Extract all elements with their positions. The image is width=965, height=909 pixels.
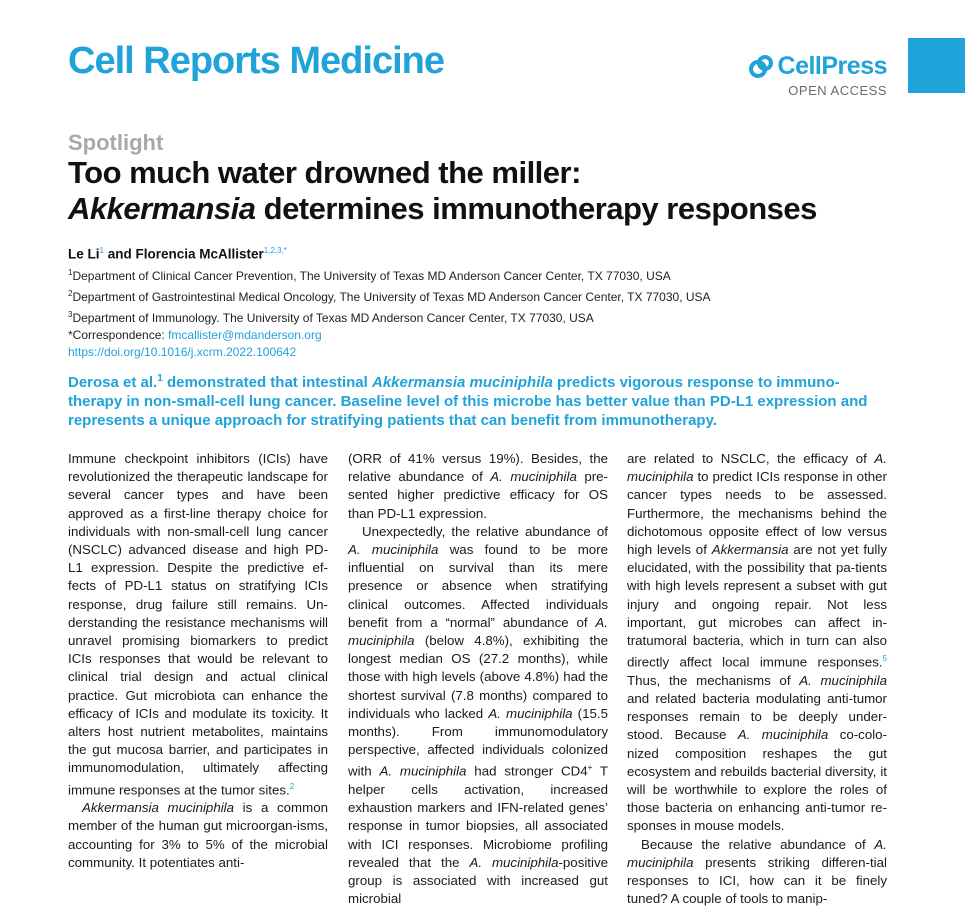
open-access-label: OPEN ACCESS <box>788 83 887 98</box>
title-italic: Akkermansia <box>68 191 256 226</box>
correspondence: *Correspondence: fmcallister@mdanderson.org <box>68 328 322 342</box>
affiliation-1: $^1$Department of Clinical Cancer Prevention, The University of Texas MD Anderson Cancer Center, TX 77030, USA <box>68 268 671 283</box>
author-1: Le Li <box>68 246 100 262</box>
paragraph: are related to NSCLC, the efficacy of A. muciniphila to predict ICIs response in other cancer types needs to be assessed. Furthermore, the mechanisms behind the dichotomous opposite effect of low versus high levels of Akkermansia are not yet fully elucidated, with the possibility that pa-tients with high levels represent a subset with gut injury and ongoing repair. Not less important, gut microbes can affect in-tratumoral bacteria, which in turn can also directly affect local immune responses.$^5$ Thus, the mechanisms of A. muciniphila and related bacteria modulating anti-tumor responses remain to be deeply under-stood. Because A. muciniphila co-colo-nized composition reshapes the gut ecosystem and rebuilds bacterial diversity, it will be worthwhile to explore the roles of those bacteria on enhancing anti-tumor re-sponses in mouse models. <box>627 451 887 834</box>
title-line-2 <box>68 191 928 227</box>
author-2-affil[interactable]: 1,2,3,* <box>263 246 287 255</box>
body-column-3 <box>627 450 887 909</box>
affiliation-3: $^3$Department of Immunology. The University of Texas MD Anderson Cancer Center, TX 77030, USA <box>68 310 594 325</box>
citation-ref[interactable]: 5 <box>882 654 887 664</box>
section-label: Spotlight <box>68 130 164 155</box>
corner-tab <box>908 38 965 93</box>
paragraph: Immune checkpoint inhibitors (ICIs) have revolutionized the therapeutic landscape for several cancer types and have been approved as a first-line therapy choice for individuals with non-small-cell lung cancer (NSCLC) advanced disease and high PD-L1 expression. Despite the predictive ef-fects of PD-L1 status on stratifying ICIs response, drug failure still remains. Un-derstanding the resistance mechanisms will unravel promising biomarkers to predict ICIs responses that would be relevant to clinical trial design and actual clinical practice. Gut microbiota can enhance the efficacy of ICIs and modulate its toxicity. It alters host nutrient metabolites, maintains the gut mucosa barrier, and participates in immunomodulation, ultimately affecting immune responses at the tumor sites.$^2$ <box>68 451 328 798</box>
doi-link[interactable]: https://doi.org/10.1016/j.xcrm.2022.100642 <box>68 345 297 359</box>
body-column-1 <box>68 450 328 872</box>
author-2: Florencia McAllister <box>135 246 264 262</box>
publisher-logo <box>748 52 887 98</box>
article-title <box>68 155 928 227</box>
title-rest: determines immunotherapy responses <box>255 191 817 226</box>
article-summary: Derosa et al.$^1$ demonstrated that intestinal Akkermansia muciniphila predicts vigorous response to immuno-therapy in non-small-cell lung cancer. Baseline level of this microbe has better value than PD-L1 expression and represents a unique approach for stratifying patients that can benefit from immunotherapy. <box>68 373 868 429</box>
cellpress-logo-icon <box>748 54 774 80</box>
summary-ref[interactable]: 1 <box>157 373 163 384</box>
author-1-affil[interactable]: 1 <box>99 246 104 255</box>
paragraph: Because the relative abundance of A. muciniphila presents striking differen-tial responses to ICI, how can it be finely tuned? A couple of tools to manip- <box>627 836 887 907</box>
affiliations <box>68 264 711 361</box>
citation-ref[interactable]: 2 <box>289 781 295 791</box>
publisher-name: CellPress <box>777 52 887 80</box>
journal-title: Cell Reports Medicine <box>68 40 444 82</box>
title-line-1: Too much water drowned the miller: <box>68 155 581 190</box>
author-list <box>68 246 287 262</box>
body-column-2 <box>348 450 608 909</box>
correspondence-email[interactable]: fmcallister@mdanderson.org <box>168 328 322 342</box>
paragraph: (ORR of 41% versus 19%). Besides, the relative abundance of A. muciniphila pre-sented higher predictive efficacy for OS than PD-L1 expression. <box>348 451 608 521</box>
paragraph: Unexpectedly, the relative abundance of A. muciniphila was found to be more influential on survival than its mere presence or absence when stratifying clinical outcomes. Affected individuals benefit from a “normal” abundance of A. muciniphila (below 4.8%), exhibiting the longest median OS (27.2 months), while those with high levels (above 4.8%) had the shortest survival (7.8 months) compared to individuals who lacked A. muciniphila (15.5 months). From immunomodulatory perspective, affected individuals colonized with A. muciniphila had stronger CD4+ T helper cells activation, increased exhaustion markers and IFN-related genes’ response in tumor biopsies, all associated with ICI responses. Microbiome profiling revealed that the A. muciniphila-positive group is associated with increased gut microbial <box>348 523 609 907</box>
paragraph: Akkermansia muciniphila is a common member of the human gut microorgan-isms, accounting for 3% to 5% of the microbial community. It potentiates anti- <box>68 800 328 870</box>
affiliation-2: $^2$Department of Gastrointestinal Medical Oncology, The University of Texas MD Anderson Cancer Center, TX 77030, USA <box>68 289 711 304</box>
author-separator: and <box>103 246 136 262</box>
